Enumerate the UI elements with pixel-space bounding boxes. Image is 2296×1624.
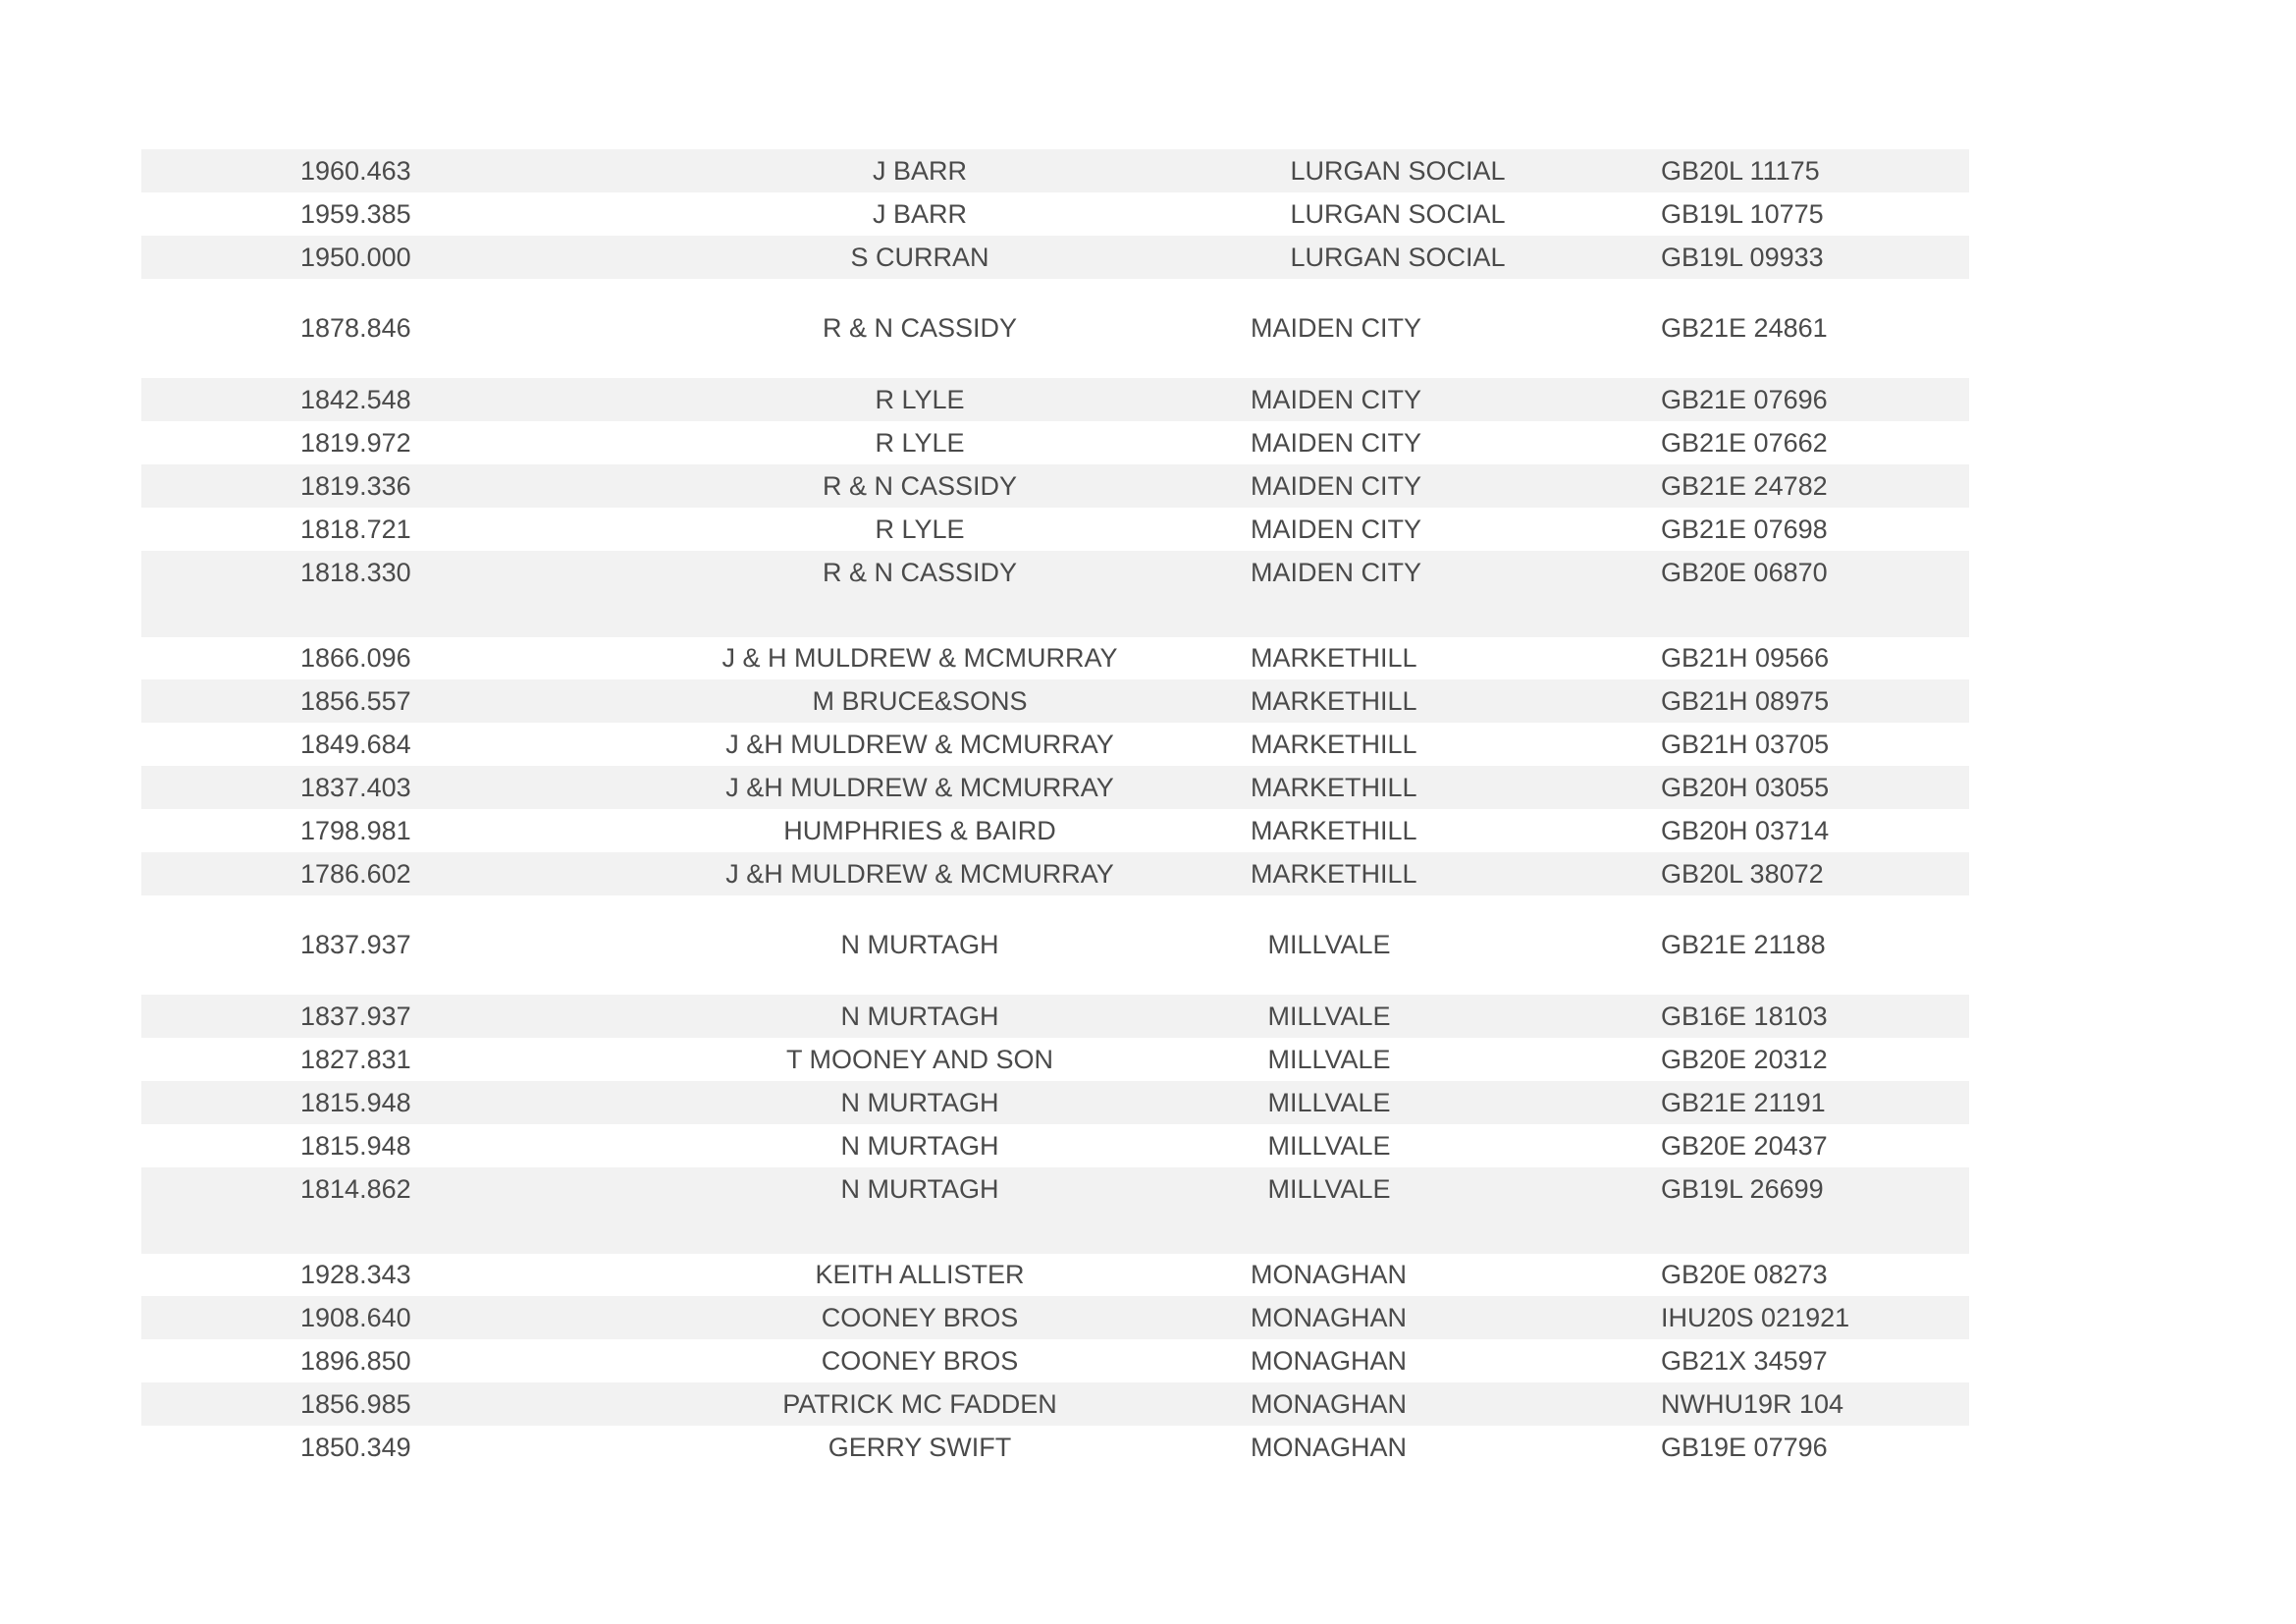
fancier-name-cell: T MOONEY AND SON xyxy=(785,1045,1054,1074)
club-cell: LURGAN SOCIAL xyxy=(1290,156,1506,186)
club-cell: MAIDEN CITY xyxy=(1251,514,1422,544)
ring-number-cell: GB19E 07796 xyxy=(1661,1433,1828,1462)
club-cell: MAIDEN CITY xyxy=(1251,385,1422,414)
fancier-name-cell: PATRICK MC FADDEN xyxy=(782,1389,1057,1419)
score-cell: 1819.972 xyxy=(300,428,411,458)
fancier-name-cell: HUMPHRIES & BAIRD xyxy=(783,816,1056,845)
table-row xyxy=(141,1253,1969,1296)
score-cell: 1849.684 xyxy=(300,730,411,759)
score-cell: 1814.862 xyxy=(300,1174,411,1204)
table-row xyxy=(141,723,1969,766)
ring-number-cell: IHU20S 021921 xyxy=(1661,1303,1850,1332)
table-row xyxy=(141,1167,1969,1254)
score-cell: 1908.640 xyxy=(300,1303,411,1332)
score-cell: 1928.343 xyxy=(300,1260,411,1289)
score-cell: 1950.000 xyxy=(300,243,411,272)
table-row xyxy=(141,809,1969,852)
table-row xyxy=(141,1426,1969,1469)
fancier-name-cell: R LYLE xyxy=(875,514,965,544)
ring-number-cell: GB21E 21191 xyxy=(1661,1088,1826,1117)
score-cell: 1786.602 xyxy=(300,859,411,889)
ring-number-cell: GB19L 26699 xyxy=(1661,1174,1824,1204)
fancier-name-cell: N MURTAGH xyxy=(840,1001,999,1031)
fancier-name-cell: R & N CASSIDY xyxy=(822,558,1018,587)
score-cell: 1837.403 xyxy=(300,773,411,802)
club-cell: MAIDEN CITY xyxy=(1251,428,1422,458)
score-cell: 1818.330 xyxy=(300,558,411,587)
table-row xyxy=(141,421,1969,464)
table-row xyxy=(141,1296,1969,1339)
fancier-name-cell: J &H MULDREW & MCMURRAY xyxy=(725,773,1114,802)
fancier-name-cell: N MURTAGH xyxy=(840,1174,999,1204)
table-row xyxy=(141,464,1969,508)
fancier-name-cell: M BRUCE&SONS xyxy=(812,686,1028,716)
ring-number-cell: GB21H 08975 xyxy=(1661,686,1830,716)
fancier-name-cell: COONEY BROS xyxy=(821,1303,1019,1332)
ring-number-cell: GB21E 21188 xyxy=(1661,930,1826,959)
table-row xyxy=(141,1124,1969,1167)
fancier-name-cell: J & H MULDREW & MCMURRAY xyxy=(721,643,1118,673)
ring-number-cell: GB21E 24782 xyxy=(1661,471,1828,501)
table-row xyxy=(141,1339,1969,1382)
ring-number-cell: GB21X 34597 xyxy=(1661,1346,1828,1376)
fancier-name-cell: N MURTAGH xyxy=(840,930,999,959)
table-row xyxy=(141,378,1969,421)
fancier-name-cell: GERRY SWIFT xyxy=(828,1433,1012,1462)
fancier-name-cell: N MURTAGH xyxy=(840,1131,999,1161)
score-cell: 1837.937 xyxy=(300,930,411,959)
ring-number-cell: GB16E 18103 xyxy=(1661,1001,1828,1031)
fancier-name-cell: R LYLE xyxy=(875,385,965,414)
ring-number-cell: GB20L 11175 xyxy=(1661,156,1820,186)
table-row xyxy=(141,1382,1969,1426)
fancier-name-cell: R LYLE xyxy=(875,428,965,458)
fancier-name-cell: COONEY BROS xyxy=(821,1346,1019,1376)
score-cell: 1896.850 xyxy=(300,1346,411,1376)
club-cell: MILLVALE xyxy=(1267,1045,1391,1074)
ring-number-cell: NWHU19R 104 xyxy=(1661,1389,1844,1419)
table-row xyxy=(141,923,1969,966)
table-row xyxy=(141,192,1969,236)
ring-number-cell: GB20E 06870 xyxy=(1661,558,1828,587)
club-cell: MONAGHAN xyxy=(1251,1260,1408,1289)
club-cell: MAIDEN CITY xyxy=(1251,558,1422,587)
club-cell: MILLVALE xyxy=(1267,1131,1391,1161)
fancier-name-cell: J &H MULDREW & MCMURRAY xyxy=(725,730,1114,759)
club-cell: MARKETHILL xyxy=(1251,686,1417,716)
fancier-name-cell: R & N CASSIDY xyxy=(822,471,1018,501)
table-row xyxy=(141,1081,1969,1124)
score-cell: 1819.336 xyxy=(300,471,411,501)
table-row xyxy=(141,852,1969,895)
score-cell: 1856.557 xyxy=(300,686,411,716)
table-row xyxy=(141,679,1969,723)
club-cell: MONAGHAN xyxy=(1251,1303,1408,1332)
table-row xyxy=(141,766,1969,809)
club-cell: MARKETHILL xyxy=(1251,730,1417,759)
table-row xyxy=(141,636,1969,679)
score-cell: 1842.548 xyxy=(300,385,411,414)
score-cell: 1959.385 xyxy=(300,199,411,229)
table-row xyxy=(141,306,1969,350)
club-cell: MILLVALE xyxy=(1267,1174,1391,1204)
score-cell: 1850.349 xyxy=(300,1433,411,1462)
fancier-name-cell: S CURRAN xyxy=(850,243,989,272)
ring-number-cell: GB21E 07698 xyxy=(1661,514,1828,544)
club-cell: MONAGHAN xyxy=(1251,1433,1408,1462)
score-cell: 1815.948 xyxy=(300,1088,411,1117)
club-cell: MONAGHAN xyxy=(1251,1346,1408,1376)
table-row xyxy=(141,508,1969,551)
ring-number-cell: GB21H 03705 xyxy=(1661,730,1830,759)
club-cell: MILLVALE xyxy=(1267,930,1391,959)
club-cell: MAIDEN CITY xyxy=(1251,471,1422,501)
ring-number-cell: GB20E 20312 xyxy=(1661,1045,1828,1074)
club-cell: MARKETHILL xyxy=(1251,816,1417,845)
score-cell: 1878.846 xyxy=(300,313,411,343)
club-cell: MAIDEN CITY xyxy=(1251,313,1422,343)
fancier-name-cell: J BARR xyxy=(872,199,968,229)
fancier-name-cell: KEITH ALLISTER xyxy=(815,1260,1025,1289)
club-cell: MARKETHILL xyxy=(1251,773,1417,802)
ring-number-cell: GB19L 10775 xyxy=(1661,199,1824,229)
score-cell: 1815.948 xyxy=(300,1131,411,1161)
ring-number-cell: GB20E 20437 xyxy=(1661,1131,1828,1161)
ring-number-cell: GB21E 07662 xyxy=(1661,428,1828,458)
club-cell: MILLVALE xyxy=(1267,1001,1391,1031)
ring-number-cell: GB21E 24861 xyxy=(1661,313,1828,343)
ring-number-cell: GB20L 38072 xyxy=(1661,859,1824,889)
ring-number-cell: GB19L 09933 xyxy=(1661,243,1824,272)
ring-number-cell: GB21H 09566 xyxy=(1661,643,1830,673)
table-row xyxy=(141,551,1969,637)
fancier-name-cell: N MURTAGH xyxy=(840,1088,999,1117)
fancier-name-cell: J BARR xyxy=(872,156,968,186)
score-cell: 1798.981 xyxy=(300,816,411,845)
ring-number-cell: GB20H 03714 xyxy=(1661,816,1830,845)
fancier-name-cell: J &H MULDREW & MCMURRAY xyxy=(725,859,1114,889)
fancier-name-cell: R & N CASSIDY xyxy=(822,313,1018,343)
ring-number-cell: GB21E 07696 xyxy=(1661,385,1828,414)
ring-number-cell: GB20H 03055 xyxy=(1661,773,1830,802)
club-cell: MARKETHILL xyxy=(1251,643,1417,673)
table-row xyxy=(141,149,1969,192)
club-cell: LURGAN SOCIAL xyxy=(1290,243,1506,272)
score-cell: 1818.721 xyxy=(300,514,411,544)
table-row xyxy=(141,995,1969,1038)
club-cell: MARKETHILL xyxy=(1251,859,1417,889)
score-cell: 1866.096 xyxy=(300,643,411,673)
ring-number-cell: GB20E 08273 xyxy=(1661,1260,1828,1289)
score-cell: 1837.937 xyxy=(300,1001,411,1031)
table-row xyxy=(141,1038,1969,1081)
table-row xyxy=(141,236,1969,279)
score-cell: 1960.463 xyxy=(300,156,411,186)
club-cell: MONAGHAN xyxy=(1251,1389,1408,1419)
score-cell: 1827.831 xyxy=(300,1045,411,1074)
club-cell: LURGAN SOCIAL xyxy=(1290,199,1506,229)
club-cell: MILLVALE xyxy=(1267,1088,1391,1117)
score-cell: 1856.985 xyxy=(300,1389,411,1419)
